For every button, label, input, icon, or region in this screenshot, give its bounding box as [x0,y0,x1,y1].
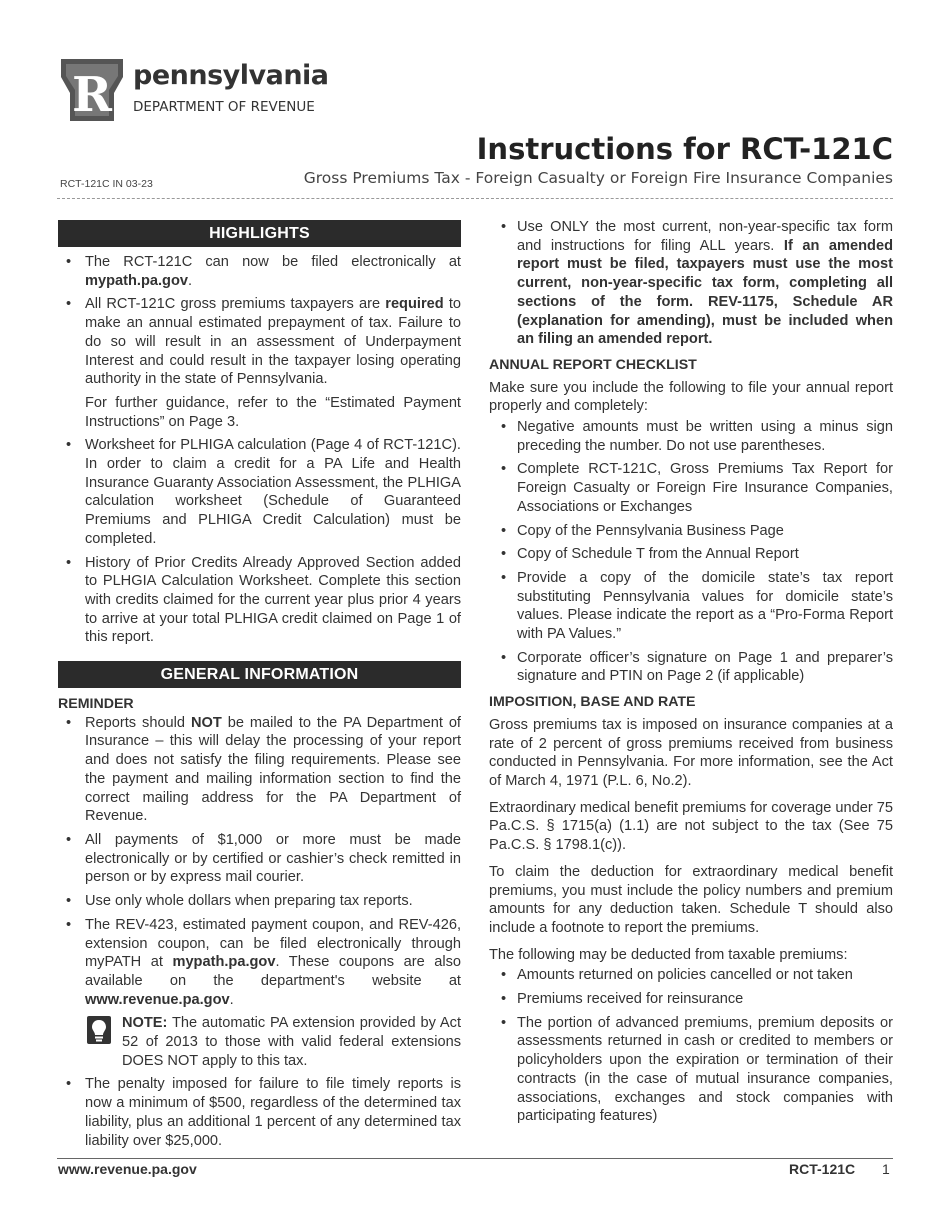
note-box [85,1014,461,1070]
form-code: RCT-121C IN 03-23 [60,178,153,190]
note-text: The automatic PA extension provided by Act 52 of 2013 to those with valid federal extensions DOES NOT apply to this tax. [122,1015,461,1069]
bullet-icon: • [66,714,72,731]
footer-divider [57,1158,893,1159]
list-item: • Amounts returned on policies cancelled or not taken [501,967,853,984]
bullet-icon: • [501,967,507,984]
bullet-icon: • [501,522,507,539]
header-divider [57,198,893,199]
list-item-note: For further guidance, refer to the “Estimated Payment Instructions” on Page 3. [85,394,461,430]
deductions-list [489,966,893,1126]
list-item: • The penalty imposed for failure to file timely reports is now a minimum of $500, regardless of the determined tax liability, plus an additional 1 percent of any determined tax liability over $25,000. [66,1076,461,1149]
bullet-icon: • [66,916,72,933]
list-item: • All payments of $1,000 or more must be made electronically or by certified or cashier’s check remitted in person or by express mail courier. [66,831,461,886]
checklist-intro: Make sure you include the following to file your annual report properly and completely: [489,379,893,415]
link-mypath[interactable]: mypath.pa.gov [172,954,276,971]
highlights-heading: HIGHLIGHTS [58,220,461,247]
bullet-icon: • [501,569,507,586]
bullet-icon: • [66,437,72,454]
bullet-icon: • [501,219,507,235]
bullet-icon: • [66,296,72,313]
list-item: • Use only whole dollars when preparing tax reports. [66,893,413,910]
checklist-heading: ANNUAL REPORT CHECKLIST [489,356,697,373]
brand-name: pennsylvania [133,60,329,91]
document-subtitle: Gross Premiums Tax - Foreign Casualty or Foreign Fire Insurance Companies [303,169,893,187]
footer-url[interactable]: www.revenue.pa.gov [58,1161,197,1177]
link-mypath[interactable]: mypath.pa.gov [85,272,188,289]
list-item: • Negative amounts must be written using a minus sign preceding the number. Do not use parentheses. [501,419,893,454]
list-item: • Premiums received for reinsurance [501,991,744,1008]
bullet-icon: • [66,1076,72,1093]
list-item: • Worksheet for PLHIGA calculation (Page 4 of RCT-121C). In order to claim a credit for a PA Life and Health Insurance Guaranty Association Assessment, the PLHIGA calculation worksheet (Schedule of Guaranteed Premiums and PLHIGA Credit Calculation) must be completed. [66,437,461,547]
page-number: 1 [882,1161,890,1177]
bullet-icon: • [66,893,72,910]
list-item: • Complete RCT-121C, Gross Premiums Tax Report for Foreign Casualty or Foreign Fire Insurance Companies, Associations or Exchanges [501,461,893,515]
imposition-paragraph: Gross premiums tax is imposed on insurance companies at a rate of 2 percent of gross premiums received from business conducted in Pennsylvania. For more information, see the Act of March 4, 1971 (P.L. 6, No.2). [489,716,893,789]
bullet-icon: • [66,831,72,848]
link-revenue-site[interactable]: www.revenue.pa.gov [85,991,230,1008]
highlights-list [58,253,461,647]
lightbulb-icon [87,1016,111,1044]
imposition-paragraph: The following may be deducted from taxable premiums: [489,946,848,963]
list-item: • Corporate officer’s signature on Page 1 and preparer’s signature and PTIN on Page 2 (if applicable) [501,649,893,685]
list-item: • History of Prior Credits Already Approved Section added to PLHGIA Calculation Worksheet. Complete this section with credits claimed for the current year plus prior 4 years to arrive at your total PLHIGA credit claimed on Page 1 of this report. [66,554,461,646]
left-column [58,220,461,1155]
brand-department: DEPARTMENT OF REVENUE [133,99,315,115]
bullet-icon: • [501,649,507,666]
reminder-list-continued [58,1075,461,1150]
keystone-logo [57,55,127,123]
bullet-icon: • [501,419,507,436]
reminder-list [58,714,461,1010]
right-column [489,218,893,1131]
list-item: • The REV-423, estimated payment coupon, and REV-426, extension coupon, can be filed electronically through myPATH at mypath.pa.gov. These coupons are also available on the department's website at www.revenue.pa.gov. [66,916,461,1008]
bullet-icon: • [501,546,507,563]
reminder-heading: REMINDER [58,696,134,713]
list-item: • Copy of the Pennsylvania Business Page [501,522,784,539]
imposition-heading: IMPOSITION, BASE AND RATE [489,694,696,711]
amended-report-note [489,218,893,349]
general-information-heading: GENERAL INFORMATION [58,661,461,688]
document-title: Instructions for RCT-121C [476,132,893,166]
list-item: • The portion of advanced premiums, premium deposits or assessments returned in cash or credited to members or policyholders upon the expiration or termination of their contracts (in the case of mutual insurance companies, associations, exchanges and stock companies with participating features) [501,1014,893,1125]
bullet-icon: • [501,991,507,1008]
svg-text:R: R [72,67,112,123]
bullet-icon: • [66,554,72,571]
bullet-icon: • [501,1014,507,1031]
list-item: • Provide a copy of the domicile state’s tax report substituting Pennsylvania values for domicile state’s values. Please indicate the report as a “Pro-Forma Report with PA Values.” [501,569,893,643]
imposition-paragraph: To claim the deduction for extraordinary medical benefit premiums, you must include the policy numbers and premium amounts for any deduction taken. Schedule T should also include a footnote to report the premiums. [489,863,893,936]
list-item: • The RCT-121C can now be filed electronically at mypath.pa.gov. [66,254,461,289]
footer-form-code: RCT-121C [789,1161,856,1177]
list-item: • Reports should NOT be mailed to the PA Department of Insurance – this will delay the processing of your report and does not satisfy the filing requirements. Please see the payment and mailing information section to find the correct mailing address for the PA Department of Revenue. [66,714,461,825]
bullet-icon: • [66,254,72,270]
list-item: • Use ONLY the most current, non-year-specific tax form and instructions for filing ALL years. If an amended report must be filed, taxpayers must use the most current, non-year-specific tax form, completing all sections of the form. REV-1175, Schedule AR (explanation for amending), must be included when an filing an amended report. [501,219,894,348]
imposition-paragraph: Extraordinary medical benefit premiums for coverage under 75 Pa.C.S. § 1715(a) (1.1) are not subject to the tax (See 75 Pa.C.S. § 1798.1(c)). [489,799,893,854]
bullet-icon: • [501,461,507,478]
list-item: • Copy of Schedule T from the Annual Report [501,546,799,563]
note-label: NOTE: [122,1015,168,1032]
list-item: • All RCT-121C gross premiums taxpayers are required to make an annual estimated prepayment of tax. Failure to do so will result in an assessment of Underpayment Interest and could result in the taxpayer losing operating authority in the state of Pennsylvania. For further guidance, refer to the “Estimated Payment Instructions” on Page 3. [66,296,461,430]
checklist [489,418,893,686]
